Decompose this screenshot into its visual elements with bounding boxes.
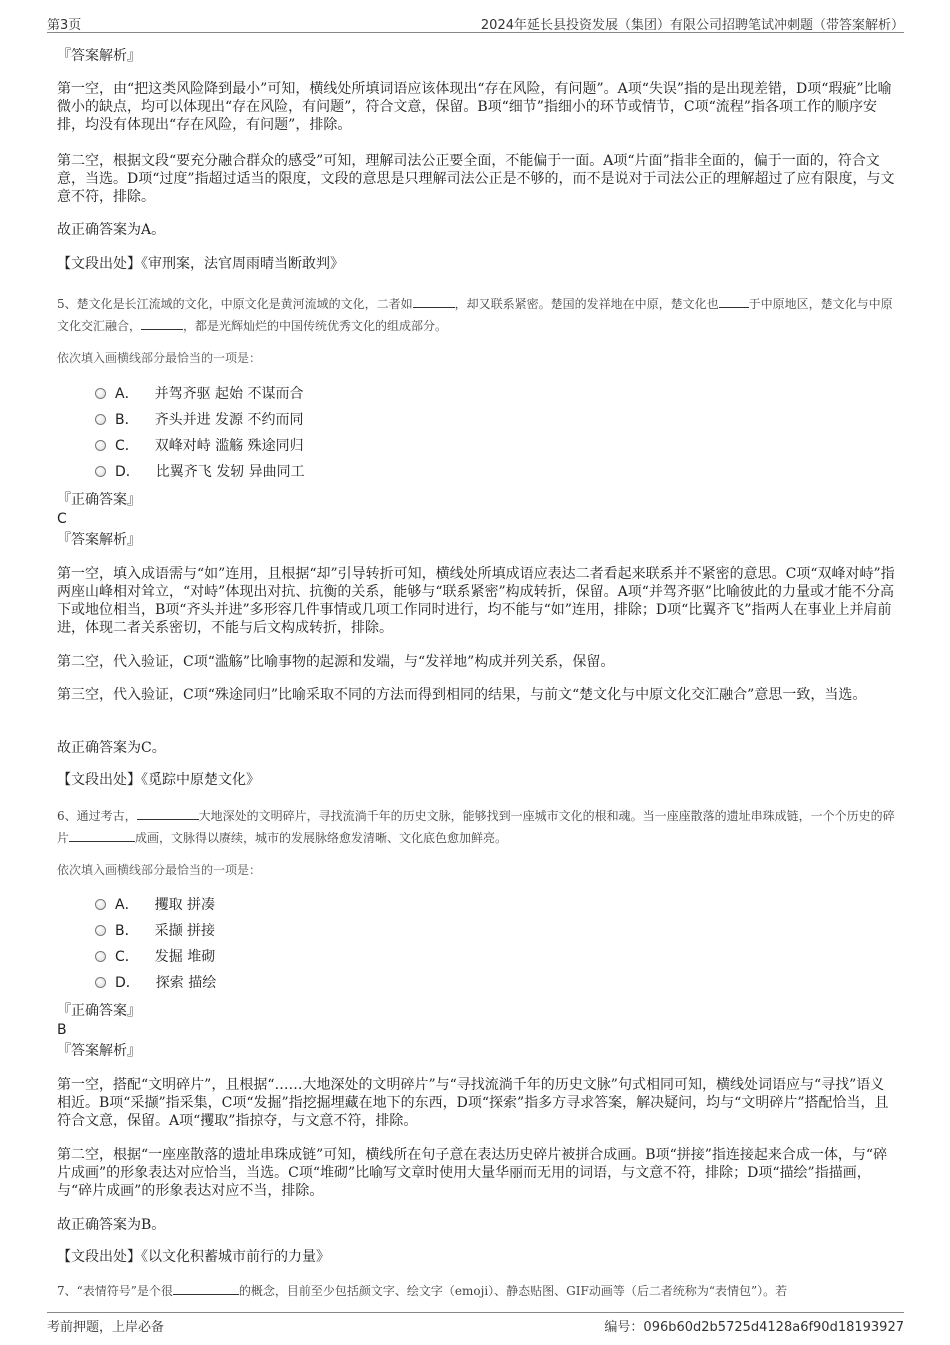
analysis-label: 『答案解析』 bbox=[57, 48, 141, 64]
radio-icon[interactable] bbox=[95, 414, 106, 425]
q6-option-b[interactable]: B． 采撷 拼接 bbox=[95, 922, 215, 940]
q6-stem: 6、通过考古， 大地深处的文明碎片，寻找流淌千年的历史文脉，能够找到一座城市文化的根和魂。当一座座散落的遗址串珠成链，一个个历史的碎片 成画，文脉得以赓续，城市的发展脉络愈发清晰、文化底色愈加鲜亮。 bbox=[57, 805, 897, 849]
page-number: 第3页 bbox=[47, 18, 82, 33]
q5-option-c[interactable]: C． 双峰对峙 滥觞 殊途同归 bbox=[95, 437, 304, 455]
blank bbox=[141, 315, 183, 330]
q6-prompt: 依次填入画横线部分最恰当的一项是： bbox=[57, 863, 262, 877]
q4-analysis-p2: 第二空，根据文段“要充分融合群众的感受”可知，理解司法公正要全面，不能偏于一面。A项“片面”指非全面的，偏于一面的，符合文意，当选。D项“过度”指超过适当的限度，文段的意思是只理解司法公正是不够的，而不是说对于司法公正的理解超过了应有限度，与文意不符，排除。 bbox=[57, 153, 895, 205]
radio-icon[interactable] bbox=[95, 925, 106, 936]
q6-answer: B bbox=[57, 1022, 67, 1038]
q6-option-c[interactable]: C． 发掘 堆砌 bbox=[95, 948, 215, 966]
q4-conclusion: 故正确答案为A。 bbox=[57, 222, 166, 238]
blank bbox=[173, 1280, 239, 1295]
q6-analysis-p1: 第一空，搭配“文明碎片”，且根据“……大地深处的文明碎片”与“寻找流淌千年的历史文脉”句式相同可知，横线处词语应与“寻找”语义相近。B项“采撷”指采集，C项“发掘”指挖掘埋藏在地下的东西，D项“探索”指多方寻求答案，解决疑问，均与“文明碎片”搭配恰当，且符合文意，保留。A项“攫取”指掠夺，与文意不符，排除。 bbox=[57, 1077, 889, 1129]
radio-icon[interactable] bbox=[95, 466, 106, 477]
blank bbox=[413, 293, 455, 308]
q4-source: 【文段出处】《审刑案，法官周雨晴当断敢判》 bbox=[57, 256, 344, 272]
blank bbox=[719, 293, 749, 308]
analysis-label: 『答案解析』 bbox=[57, 1043, 141, 1059]
document-title: 2024年延长县投资发展（集团）有限公司招聘笔试冲刺题（带答案解析） bbox=[480, 18, 904, 33]
q5-prompt: 依次填入画横线部分最恰当的一项是： bbox=[57, 351, 262, 365]
q7-stem: 7、“表情符号”是个很 的概念，目前至少包括颜文字、绘文字（emoji）、静态贴图、GIF动画等（后二者统称为“表情包”）。若 bbox=[57, 1280, 897, 1302]
footer-slogan: 考前押题，上岸必备 bbox=[47, 1320, 165, 1335]
q4-analysis-p1: 第一空，由“把这类风险降到最小”可知，横线处所填词语应该体现出“存在风险，有问题”。A项“失误”指的是出现差错，D项“瑕疵”比喻微小的缺点，均可以体现出“存在风险，有问题”，符合文意，保留。B项“细节”指细小的环节或情节，C项“流程”指各项工作的顺序安排，均没有体现出“存在风险，有问题”，排除。 bbox=[57, 81, 892, 133]
document-code: 编号：096b60d2b5725d4128a6f90d18193927 bbox=[604, 1320, 904, 1335]
q5-analysis-p3: 第三空，代入验证，C项“殊途同归”比喻采取不同的方法而得到相同的结果，与前文“楚文化与中原文化交汇融合”意思一致，当选。 bbox=[57, 687, 867, 703]
blank bbox=[137, 805, 199, 820]
q5-stem: 5、楚文化是长江流域的文化，中原文化是黄河流域的文化，二者如 ，却又联系紧密。楚国的发祥地在中原，楚文化也 于中原地区，楚文化与中原文化交汇融合， ，都是光辉灿烂的中国传统优秀文化的组成部分。 bbox=[57, 293, 897, 337]
radio-icon[interactable] bbox=[95, 951, 106, 962]
radio-icon[interactable] bbox=[95, 388, 106, 399]
radio-icon[interactable] bbox=[95, 440, 106, 451]
q6-option-a[interactable]: A． 攫取 拼凑 bbox=[95, 896, 215, 914]
radio-icon[interactable] bbox=[95, 899, 106, 910]
page-footer bbox=[47, 1312, 904, 1333]
q5-option-b[interactable]: B． 齐头并进 发源 不约而同 bbox=[95, 411, 304, 429]
correct-answer-label: 『正确答案』 bbox=[57, 492, 141, 508]
q5-answer: C bbox=[57, 511, 67, 527]
q6-conclusion: 故正确答案为B。 bbox=[57, 1217, 166, 1233]
radio-icon[interactable] bbox=[95, 977, 106, 988]
analysis-label: 『答案解析』 bbox=[57, 532, 141, 548]
q5-source: 【文段出处】《觅踪中原楚文化》 bbox=[57, 772, 260, 788]
q5-analysis-p1: 第一空，填入成语需与“如”连用，且根据“却”引导转折可知，横线处所填成语应表达二者看起来联系并不紧密的意思。C项“双峰对峙”指两座山峰相对耸立，“对峙”体现出对抗、抗衡的关系，能够与“联系紧密”构成转折，保留。A项“并驾齐驱”比喻彼此的力量或才能不分高下或地位相当，B项“齐头并进”多形容几件事情或几项工作同时进行，均不能与“如”连用，排除；D项“比翼齐飞”指两人在事业上并肩前进，体现二者关系密切，不能与后文构成转折，排除。 bbox=[57, 566, 895, 636]
q6-source: 【文段出处】《以文化积蓄城市前行的力量》 bbox=[57, 1249, 330, 1265]
blank bbox=[69, 827, 135, 842]
q5-analysis-p2: 第二空，代入验证，C项“滥觞”比喻事物的起源和发端，与“发祥地”构成并列关系，保留。 bbox=[57, 654, 615, 670]
q5-option-d[interactable]: D． 比翼齐飞 发轫 异曲同工 bbox=[95, 463, 305, 481]
correct-answer-label: 『正确答案』 bbox=[57, 1003, 141, 1019]
q5-option-a[interactable]: A． 并驾齐驱 起始 不谋而合 bbox=[95, 385, 303, 403]
q6-analysis-p2: 第二空，根据“一座座散落的遗址串珠成链”可知，横线所在句子意在表达历史碎片被拼合成画。B项“拼接”指连接起来合成一体，与“碎片成画”的形象表达对应恰当，当选。C项“堆砌”比喻写文章时使用大量华丽而无用的词语，与文意不符，排除；D项“描绘”指描画，与“碎片成画”的形象表达对应不当，排除。 bbox=[57, 1147, 888, 1199]
page-header bbox=[47, 12, 904, 33]
q5-conclusion: 故正确答案为C。 bbox=[57, 740, 166, 756]
q6-option-d[interactable]: D． 探索 描绘 bbox=[95, 974, 216, 992]
